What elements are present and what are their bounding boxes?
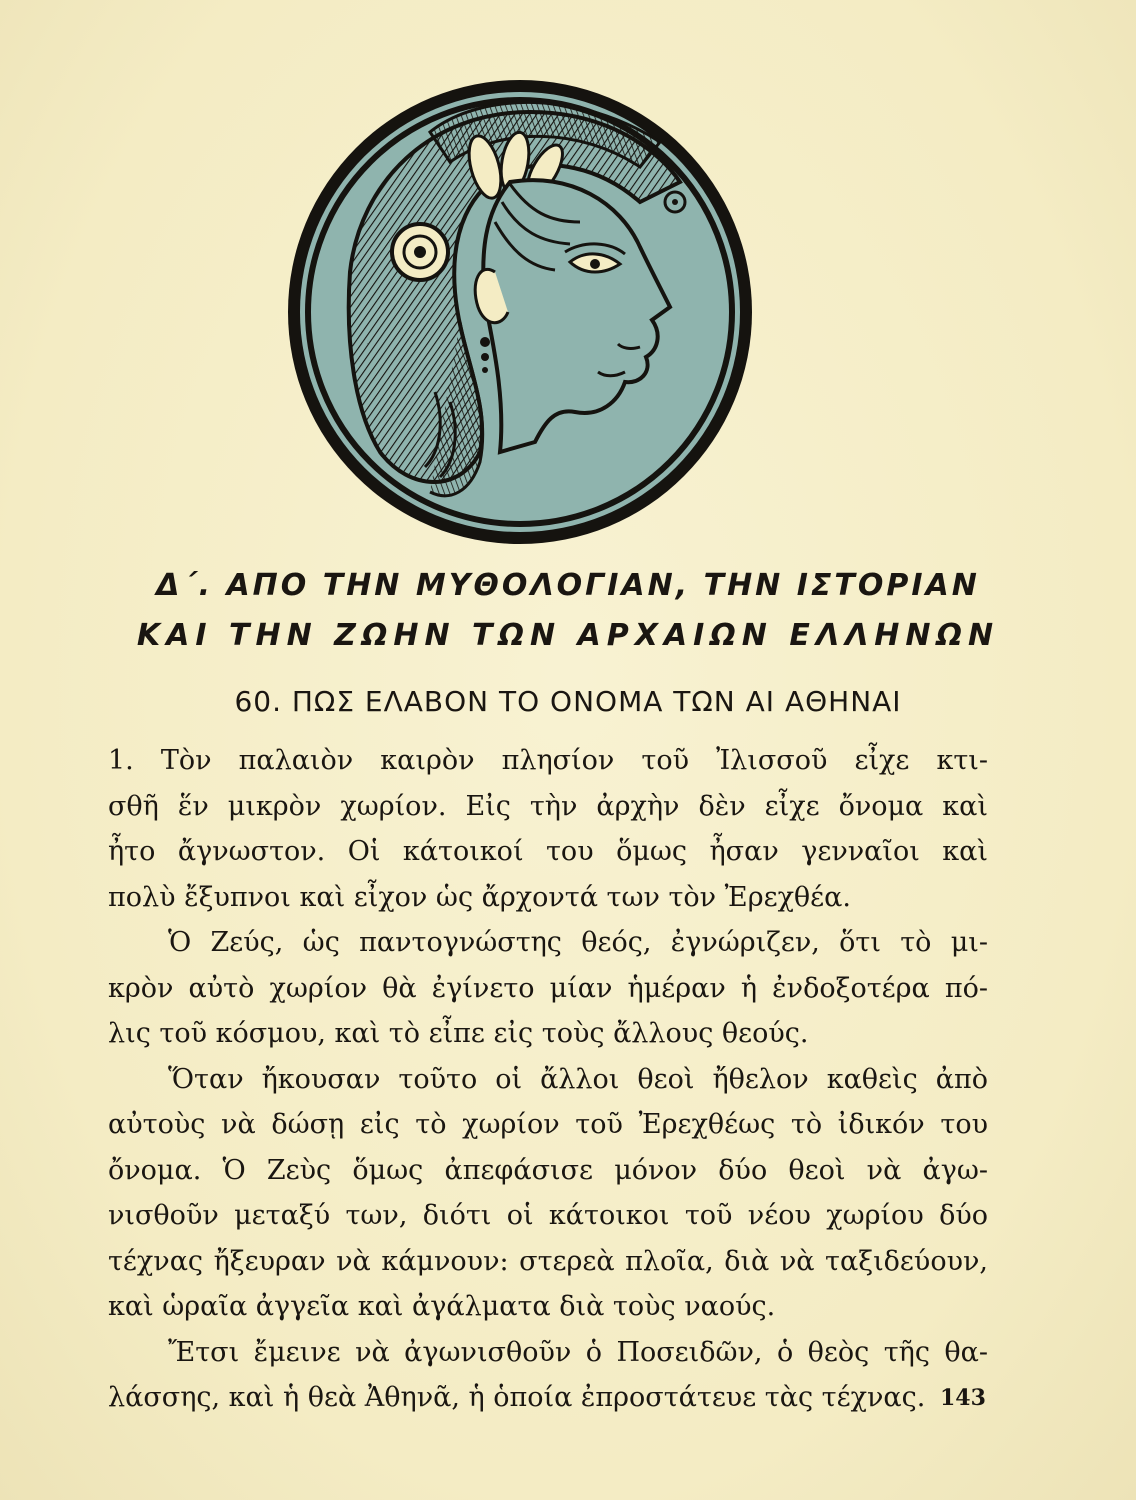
chapter-title: 60. ΠΩΣ ΕΛΑΒΟΝ ΤΟ ΟΝΟΜΑ ΤΩΝ ΑΙ ΑΘΗΝΑΙ: [234, 685, 902, 718]
athena-coin-illustration: [280, 72, 760, 552]
body-line: τέχνας ἤξευραν νὰ κάμνουν: στερεὰ πλοῖα, διὰ νὰ ταξιδεύουν,: [108, 1245, 988, 1277]
section-heading-line-1: Δ΄. ΑΠΟ ΤΗΝ ΜΥΘΟΛΟΓΙΑΝ, ΤΗΝ ΙΣΤΟΡΙΑΝ: [156, 568, 980, 603]
body-line: νισθοῦν μεταξύ των, διότι οἱ κάτοικοι τοῦ νέου χωρίου δύο: [108, 1200, 988, 1231]
body-line: καὶ ὡραῖα ἀγγεῖα καὶ ἀγάλματα διὰ τοὺς ναούς.: [108, 1291, 776, 1322]
body-line: λις τοῦ κόσμου, καὶ τὸ εἶπε εἰς τοὺς ἄλλους θεούς.: [108, 1018, 809, 1049]
body-line: κρὸν αὐτὸ χωρίον θὰ ἐγίνετο μίαν ἡμέραν ἡ ἐνδοξοτέρα πό-: [108, 972, 988, 1004]
body-text: [108, 738, 988, 1421]
body-line: Ὅταν ἤκουσαν τοῦτο οἱ ἄλλοι θεοὶ ἤθελον καθεὶς ἀπὸ: [168, 1063, 988, 1095]
body-line: αὐτοὺς νὰ δώσῃ εἰς τὸ χωρίον τοῦ Ἐρεχθέως τὸ ἰδικόν του: [108, 1109, 988, 1140]
body-line: πολὺ ἔξυπνοι καὶ εἶχον ὡς ἄρχοντά των τὸν Ἐρεχθέα.: [108, 881, 851, 913]
body-line: σθῆ ἕν μικρὸν χωρίον. Εἰς τὴν ἀρχὴν δὲν εἶχε ὄνομα καὶ: [108, 790, 988, 822]
body-line: ἦτο ἄγνωστον. Οἱ κάτοικοί του ὅμως ἦσαν γενναῖοι καὶ: [108, 836, 988, 867]
body-line: Ἔτσι ἔμεινε νὰ ἀγωνισθοῦν ὁ Ποσειδῶν, ὁ θεὸς τῆς θα-: [168, 1336, 988, 1368]
page-number: 143: [940, 1385, 986, 1411]
body-line: Ὁ Ζεύς, ὡς παντογνώστης θεός, ἐγνώριζεν, ὅτι τὸ μι-: [168, 927, 988, 958]
body-line: 1. Τὸν παλαιὸν καιρὸν πλησίον τοῦ Ἰλισσοῦ εἶχε κτι-: [108, 745, 988, 776]
section-heading-line-2: ΚΑΙ ΤΗΝ ΖΩΗΝ ΤΩΝ ΑΡΧΑΙΩΝ ΕΛΛΗΝΩΝ: [136, 618, 1000, 653]
body-line: λάσσης, καὶ ἡ θεὰ Ἀθηνᾶ, ἡ ὁποία ἐπροστάτευε τὰς τέχνας.: [108, 1382, 926, 1413]
body-line: ὄνομα. Ὁ Ζεὺς ὅμως ἀπεφάσισε μόνον δύο θεοὶ νὰ ἀγω-: [108, 1154, 988, 1186]
